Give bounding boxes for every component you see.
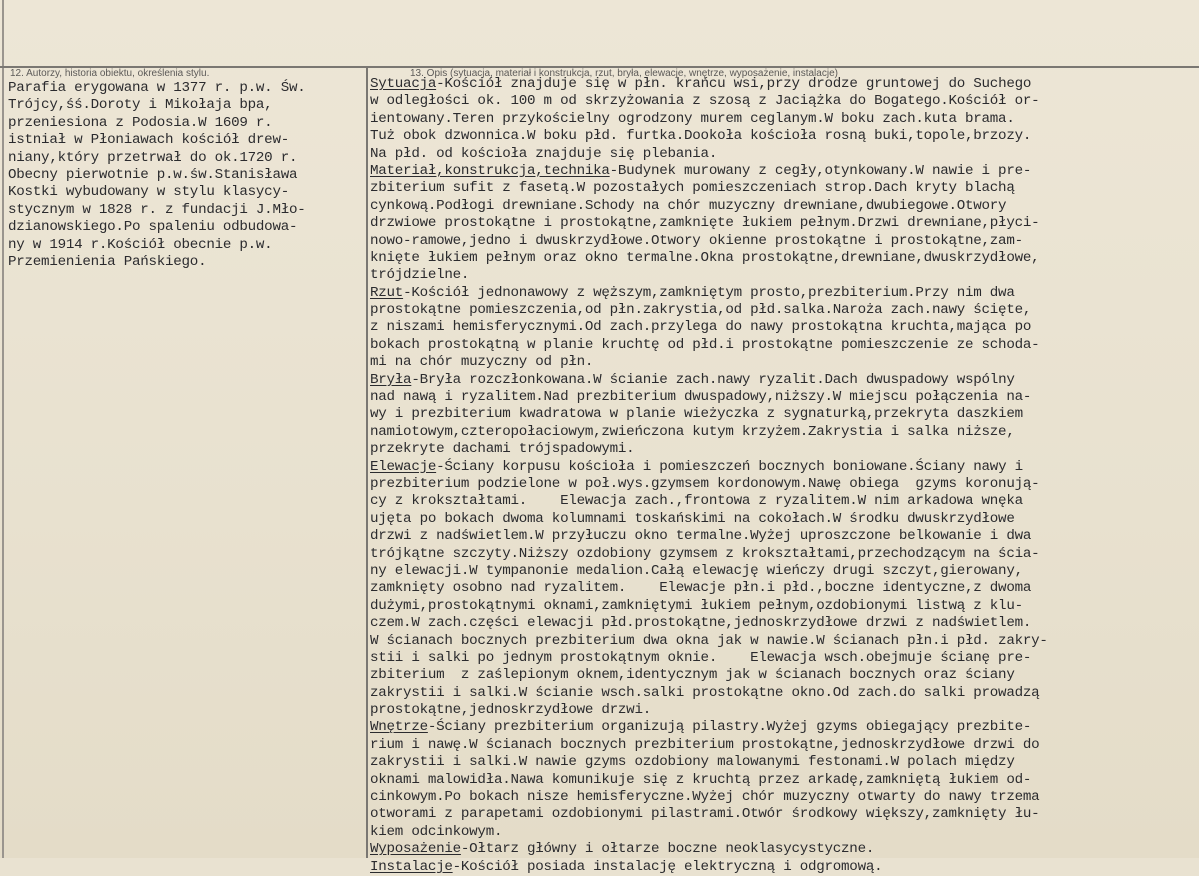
description-text-line: [370, 737, 1048, 754]
description-text-line: [370, 424, 1048, 441]
line-text: Tuż obok dzwonnica.W boku płd. furtka.Dookoła kościoła rosną buki,topole,brzozy.: [370, 128, 1032, 145]
column-divider: [366, 66, 368, 858]
history-text-line: dzianowskiego.Po spaleniu odbudowa-: [8, 219, 298, 236]
description-text-line: [370, 441, 1048, 458]
history-text-line: Trójcy,śś.Doroty i Mikołaja bpa,: [8, 97, 273, 114]
line-text: bokach prostokątną w planie kruchtę od płd.i prostokątne pomieszczenie ze schoda-: [370, 336, 1040, 353]
line-text: cynkową.Podłogi drewniane.Schody na chór muzyczny drewniane,dwubiegowe.Otwory: [370, 197, 1007, 214]
line-text: rium i nawę.W ścianach bocznych prezbiterium prostokątne,jednoskrzydłowe drzwi do: [370, 736, 1040, 753]
line-text: Na płd. od kościoła znajduje się plebania.: [370, 145, 718, 162]
section-heading: Instalacje: [370, 858, 453, 875]
description-text-line: [370, 824, 1048, 841]
description-text-line: [370, 146, 1048, 163]
line-text: -Ściany korpusu kościoła i pomieszczeń bocznych boniowane.Ściany nawy i: [436, 458, 1023, 475]
description-text-line: [370, 267, 1048, 284]
history-text-line: ny w 1914 r.Kościół obecnie p.w.: [8, 236, 273, 253]
line-text: dużymi,prostokątnymi oknami,zamkniętymi łukiem pełnym,ozdobionymi listwą z klu-: [370, 597, 1023, 614]
description-text-line: [370, 302, 1048, 319]
description-text-line: [370, 633, 1048, 650]
line-text: -Bryła rozczłonkowana.W ścianie zach.nawy ryzalit.Dach dwuspadowy wspólny: [411, 371, 1015, 388]
description-text-line: [370, 493, 1048, 510]
description-text-line: [370, 233, 1048, 250]
description-text-line: [370, 128, 1048, 145]
description-text-line: [370, 702, 1048, 719]
description-text-line: [370, 789, 1048, 806]
line-text: prezbiterium podzielone w poł.wys.gzymsem kordonowym.Nawę obiega gzyms koronują-: [370, 475, 1040, 492]
description-text-line: [370, 476, 1048, 493]
description-text-line: [370, 163, 1048, 180]
line-text: drzwi z nadświetlem.W przyłuczu okno termalne.Wyżej uproszczone belkowanie i dwa: [370, 528, 1032, 545]
description-text-line: [370, 650, 1048, 667]
history-text-column: [8, 80, 306, 271]
history-text-line: przeniesiona z Podosia.W 1609 r.: [8, 114, 273, 131]
line-text: zamknięty osobno nad ryzalitem. Elewacje płn.i płd.,boczne identyczne,z dwoma: [370, 580, 1032, 597]
line-text: trójdzielne.: [370, 267, 470, 284]
line-text: przekryte dachami trójspadowymi.: [370, 441, 635, 458]
line-text: zakrystii i salki.W nawie gzyms ozdobiony malowanymi festonami.W polach między: [370, 754, 1015, 771]
line-text: -Ołtarz główny i ołtarze boczne neoklasycystyczne.: [460, 841, 875, 858]
description-text-line: [370, 354, 1048, 371]
line-text: knięte łukiem pełnym oraz okno termalne.Okna prostokątne,drewniane,dwuskrzydłowe,: [370, 249, 1040, 266]
description-text-line: [370, 406, 1048, 423]
description-text-line: [370, 667, 1048, 684]
line-text: -Kościół jednonawowy z węższym,zamkniętym prosto,prezbiterium.Przy nim dwa: [403, 284, 1015, 301]
description-text-line: [370, 546, 1048, 563]
history-text-line: Parafia erygowana w 1377 r. p.w. Św.: [8, 80, 306, 96]
section-heading: Elewacje: [370, 458, 437, 475]
section-heading: Materiał,konstrukcja,technika: [370, 162, 610, 179]
line-text: namiotowym,czteropołaciowym,zwieńczona kutym krzyżem.Zakrystia i salka niższe,: [370, 423, 1015, 440]
line-text: trójkątne szczyty.Niższy ozdobiony gzymsem z krokształtami,przechodzącym na ścia-: [370, 545, 1040, 562]
description-text-line: [370, 111, 1048, 128]
line-text: oknami malowidła.Nawa komunikuje się z kruchtą przez arkadę,zamkniętą łukiem od-: [370, 771, 1032, 788]
page-edge-line: [2, 0, 4, 858]
line-text: kiem odcinkowym.: [370, 823, 503, 840]
line-text: w odległości ok. 100 m od skrzyżowania z szosą z Jaciążka do Bogatego.Kościół or-: [370, 93, 1040, 110]
line-text: -Kościół posiada instalację elektryczną i odgromową.: [452, 858, 883, 875]
line-text: -Ściany prezbiterium organizują pilastry.Wyżej gzyms obiegający prezbite-: [427, 719, 1032, 736]
history-text-line: niany,który przetrwał do ok.1720 r.: [8, 149, 298, 166]
description-text-line: [370, 754, 1048, 771]
description-text-line: [370, 511, 1048, 528]
description-text-line: [370, 215, 1048, 232]
line-text: mi na chór muzyczny od płn.: [370, 354, 594, 371]
section-heading: Sytuacja: [370, 76, 437, 92]
line-text: zakrystii i salki.W ścianie wsch.salki prostokątne okno.Od zach.do salki prowadzą: [370, 684, 1040, 701]
description-text-line: [370, 580, 1048, 597]
description-text-line: [370, 372, 1048, 389]
line-text: -Budynek murowany z cegły,otynkowany.W nawie i pre-: [609, 162, 1032, 179]
section-heading: Wnętrze: [370, 719, 428, 736]
description-text-line: [370, 806, 1048, 823]
description-text-line: [370, 841, 1048, 858]
description-text-line: [370, 319, 1048, 336]
left-column-header: 12. Autorzy, historia obiektu, określenia stylu.: [10, 68, 210, 79]
history-text-line: Przemienienia Pańskiego.: [8, 253, 207, 270]
line-text: wy i prezbiterium kwadratowa w planie wieżyczka z sygnaturką,przekryta daszkiem: [370, 406, 1023, 423]
history-text-line: Obecny pierwotnie p.w.św.Stanisława: [8, 166, 298, 183]
description-text-line: [370, 859, 1048, 876]
description-text-line: [370, 685, 1048, 702]
description-text-line: [370, 389, 1048, 406]
description-text-line: [370, 528, 1048, 545]
line-text: ientowany.Teren przykościelny ogrodzony murem ceglanym.W boku zach.kuta brama.: [370, 110, 1015, 127]
line-text: nowo-ramowe,jedno i dwuskrzydłowe.Otwory okienne prostokątne i prostokątne,zam-: [370, 232, 1023, 249]
description-text-line: [370, 285, 1048, 302]
description-text-line: [370, 76, 1048, 93]
description-text-line: [370, 337, 1048, 354]
history-text-line: istniał w Płoniawach kościół drew-: [8, 132, 289, 149]
description-text-column: [370, 76, 1048, 876]
description-text-line: [370, 719, 1048, 736]
history-text-line: Kostki wybudowany w stylu klasycy-: [8, 184, 289, 201]
description-text-line: [370, 615, 1048, 632]
line-text: -Kościół znajduje się w płn. krańcu wsi,przy drodze gruntowej do Suchego: [436, 76, 1032, 92]
line-text: W ścianach bocznych prezbiterium dwa okna jak w nawie.W ścianach płn.i płd. zakry-: [370, 632, 1048, 649]
description-text-line: [370, 250, 1048, 267]
section-heading: Rzut: [370, 284, 404, 301]
line-text: ujęta po bokach dwoma kolumnami toskańskimi na cokołach.W środku dwuskrzydłowe: [370, 510, 1015, 527]
line-text: cinkowym.Po bokach nisze hemisferyczne.Wyżej chór muzyczny otwarty do nawy trzema: [370, 789, 1040, 806]
line-text: zbiterium z zaślepionym oknem,identycznym jak w ścianach bocznych oraz ściany: [370, 667, 1015, 684]
description-text-line: [370, 563, 1048, 580]
line-text: drzwiowe prostokątne i prostokątne,zamknięte łukiem pełnym.Drzwi drewniane,płyci-: [370, 215, 1040, 232]
section-heading: Bryła: [370, 371, 412, 388]
description-text-line: [370, 93, 1048, 110]
line-text: stii i salki po jednym prostokątnym oknie. Elewacja wsch.obejmuje ścianę pre-: [370, 649, 1032, 666]
line-text: z niszami hemisferycznymi.Od zach.przylega do nawy prostokątna kruchta,mająca po: [370, 319, 1032, 336]
line-text: czem.W zach.części elewacji płd.prostokątne,jednoskrzydłowe drzwi z nadświetlem.: [370, 615, 1032, 632]
right-column-header: 13. Opis (sytuacja, materiał i konstrukcja, rzut, bryła, elewacje, wnętrze, wyposażenie, instalacje): [410, 68, 838, 79]
line-text: prostokątne,jednoskrzydłowe drzwi.: [370, 702, 651, 719]
line-text: prostokątne pomieszczenia,od płn.zakrystia,od płd.salka.Naroża zach.nawy ścięte,: [370, 302, 1032, 319]
line-text: zbiterium sufit z fasetą.W pozostałych pomieszczeniach strop.Dach kryty blachą: [370, 180, 1015, 197]
line-text: cy z krokształtami. Elewacja zach.,frontowa z ryzalitem.W nim arkadowa wnęka: [370, 493, 1023, 510]
line-text: otworami z parapetami ozdobionymi pilastrami.Otwór środkowy większy,zamknięty łu-: [370, 806, 1040, 823]
section-heading: Wyposażenie: [370, 841, 461, 858]
description-text-line: [370, 198, 1048, 215]
description-text-line: [370, 459, 1048, 476]
line-text: nad nawą i ryzalitem.Nad prezbiterium dwuspadowy,niższy.W miejscu połączenia na-: [370, 389, 1032, 406]
history-text-line: stycznym w 1828 r. z fundacji J.Mło-: [8, 201, 306, 218]
description-text-line: [370, 772, 1048, 789]
description-text-line: [370, 598, 1048, 615]
line-text: ny elewacji.W tympanonie medalion.Całą elewację wieńczy drugi szczyt,gierowany,: [370, 562, 1023, 579]
description-text-line: [370, 180, 1048, 197]
